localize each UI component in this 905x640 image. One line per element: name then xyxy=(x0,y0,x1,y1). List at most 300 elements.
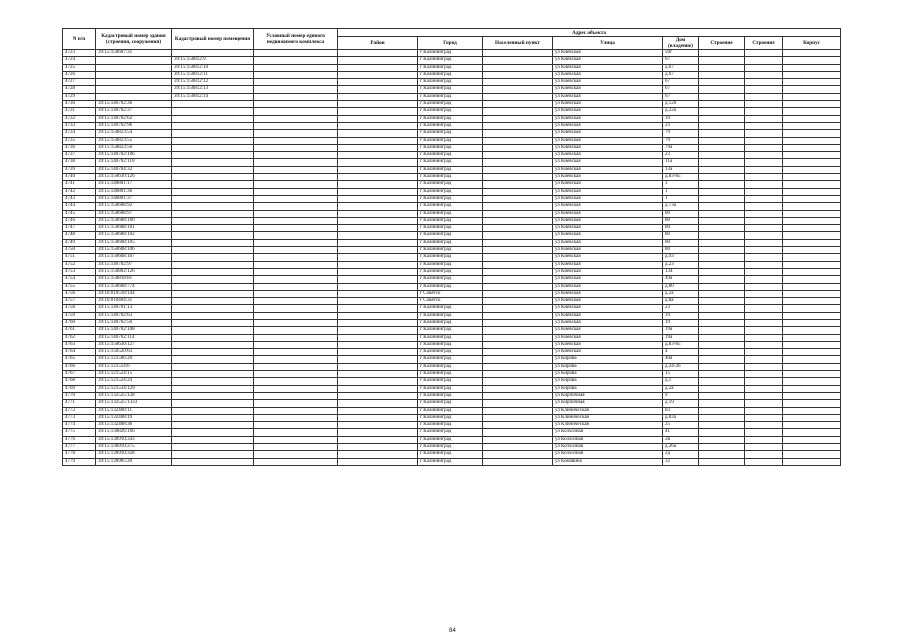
cell-cadastral-building: 39:15:132525:1333 xyxy=(96,400,172,407)
cell-street: ул Кирова xyxy=(553,378,663,385)
cell-cadastral-complex xyxy=(254,50,338,57)
cell-street: ул Киевская xyxy=(553,247,663,254)
cell-house: д.19 xyxy=(663,400,699,407)
cell-building xyxy=(745,276,783,283)
cell-settlement xyxy=(483,319,553,326)
cell-house: 1 xyxy=(663,195,699,202)
cell-city: г Калининград xyxy=(418,371,483,378)
cell-cadastral-premises xyxy=(172,268,254,275)
cell-cadastral-building: 39:15:140702:110 xyxy=(96,159,172,166)
cell-cadastral-building: 39:15:130910:343 xyxy=(96,436,172,443)
cell-street: ул Колхозная xyxy=(553,429,663,436)
table-row xyxy=(63,451,841,458)
cell-cadastral-complex xyxy=(254,130,338,137)
cell-row-number: 4747 xyxy=(63,225,96,232)
cell-section xyxy=(783,144,841,151)
cell-cadastral-complex xyxy=(254,363,338,370)
cell-building xyxy=(745,363,783,370)
cell-section xyxy=(783,312,841,319)
cell-settlement xyxy=(483,392,553,399)
cell-cadastral-building: 39:15:130910:275 xyxy=(96,444,172,451)
cell-building xyxy=(745,327,783,334)
cell-cadastral-complex xyxy=(254,71,338,78)
cell-cadastral-complex xyxy=(254,444,338,451)
cell-cadastral-complex xyxy=(254,122,338,129)
cell-cadastral-premises xyxy=(172,407,254,414)
table-row xyxy=(63,57,841,64)
cell-district xyxy=(338,400,418,407)
cell-cadastral-building: 39:15:150608:100 xyxy=(96,217,172,224)
cell-row-number: 4737 xyxy=(63,152,96,159)
cell-house: 19 xyxy=(663,115,699,122)
cell-district xyxy=(338,407,418,414)
cell-cadastral-building: 39:15:140701:13 xyxy=(96,305,172,312)
cell-settlement xyxy=(483,57,553,64)
cell-row-number: 4777 xyxy=(63,444,96,451)
table-row xyxy=(63,298,841,305)
cell-building xyxy=(745,108,783,115)
cell-cadastral-complex xyxy=(254,276,338,283)
cell-city: г Калининград xyxy=(418,50,483,57)
cell-settlement xyxy=(483,458,553,465)
cell-cadastral-premises xyxy=(172,210,254,217)
cell-cadastral-premises xyxy=(172,378,254,385)
cell-korpus xyxy=(699,188,745,195)
cell-cadastral-building: 39:15:140702:63 xyxy=(96,312,172,319)
cell-cadastral-premises xyxy=(172,341,254,348)
table-row xyxy=(63,188,841,195)
cell-house: 19 xyxy=(663,319,699,326)
cell-cadastral-building: 39:15:150823:55 xyxy=(96,137,172,144)
cell-section xyxy=(783,276,841,283)
header-city: Город xyxy=(418,37,483,50)
cell-building xyxy=(745,305,783,312)
cell-section xyxy=(783,130,841,137)
cell-city: г Калининград xyxy=(418,93,483,100)
cell-district xyxy=(338,203,418,210)
cell-section xyxy=(783,137,841,144)
cell-city: г Калининград xyxy=(418,341,483,348)
cell-cadastral-building: 39:16:010404:31 xyxy=(96,298,172,305)
cell-cadastral-complex xyxy=(254,341,338,348)
header-street: Улица xyxy=(553,37,663,50)
cell-row-number: 4750 xyxy=(63,247,96,254)
cell-cadastral-building: 39:15:140702:97 xyxy=(96,261,172,268)
cell-building xyxy=(745,290,783,297)
cell-street: ул Киевская xyxy=(553,298,663,305)
header-address-group: Адрес объекта xyxy=(338,29,841,37)
cell-row-number: 4769 xyxy=(63,385,96,392)
cell-building xyxy=(745,181,783,188)
cell-cadastral-building: 39:15:140702:36 xyxy=(96,101,172,108)
table-row xyxy=(63,239,841,246)
cell-section xyxy=(783,122,841,129)
cell-building xyxy=(745,64,783,71)
cell-cadastral-premises xyxy=(172,422,254,429)
cell-cadastral-premises xyxy=(172,144,254,151)
cell-building xyxy=(745,217,783,224)
cell-cadastral-complex xyxy=(254,451,338,458)
table-row xyxy=(63,327,841,334)
cell-district xyxy=(338,130,418,137)
table-row xyxy=(63,210,841,217)
table-row xyxy=(63,436,841,443)
cell-city: г Калининград xyxy=(418,232,483,239)
cell-street: ул Клиническая xyxy=(553,422,663,429)
cell-street: ул Киевская xyxy=(553,108,663,115)
cell-cadastral-complex xyxy=(254,261,338,268)
cell-korpus xyxy=(699,444,745,451)
cell-row-number: 4726 xyxy=(63,71,96,78)
cell-street: ул Киевская xyxy=(553,225,663,232)
cell-district xyxy=(338,283,418,290)
cell-district xyxy=(338,458,418,465)
cell-settlement xyxy=(483,436,553,443)
table-row xyxy=(63,407,841,414)
cell-street: ул Клиническая xyxy=(553,414,663,421)
cell-house: 80 xyxy=(663,217,699,224)
cell-cadastral-premises xyxy=(172,50,254,57)
cell-section xyxy=(783,64,841,71)
cell-cadastral-premises xyxy=(172,429,254,436)
cell-cadastral-building xyxy=(96,86,172,93)
cell-korpus xyxy=(699,305,745,312)
cell-city: г Калининград xyxy=(418,137,483,144)
cell-korpus xyxy=(699,283,745,290)
cell-city: г Калининград xyxy=(418,203,483,210)
cell-row-number: 4743 xyxy=(63,195,96,202)
cell-cadastral-complex xyxy=(254,174,338,181)
cell-district xyxy=(338,305,418,312)
cell-section xyxy=(783,319,841,326)
cell-cadastral-premises xyxy=(172,203,254,210)
cell-cadastral-complex xyxy=(254,334,338,341)
cell-house: 79а xyxy=(663,144,699,151)
cell-section xyxy=(783,436,841,443)
cell-street: ул Киевская xyxy=(553,305,663,312)
cell-settlement xyxy=(483,166,553,173)
cell-settlement xyxy=(483,50,553,57)
cell-building xyxy=(745,254,783,261)
cell-section xyxy=(783,254,841,261)
cell-district xyxy=(338,101,418,108)
cell-house: 2в xyxy=(663,436,699,443)
cell-cadastral-building: 39:15:150823:54 xyxy=(96,130,172,137)
cell-row-number: 4727 xyxy=(63,79,96,86)
table-row xyxy=(63,334,841,341)
cell-cadastral-premises xyxy=(172,371,254,378)
cell-row-number: 4725 xyxy=(63,64,96,71)
cell-district xyxy=(338,152,418,159)
table-row xyxy=(63,137,841,144)
cell-cadastral-building: 39:15:132408:19 xyxy=(96,414,172,421)
cell-house: 67 xyxy=(663,79,699,86)
cell-korpus xyxy=(699,210,745,217)
cell-korpus xyxy=(699,181,745,188)
cell-cadastral-complex xyxy=(254,247,338,254)
cell-cadastral-premises xyxy=(172,232,254,239)
cell-city: г Калининград xyxy=(418,174,483,181)
cell-cadastral-building: 39:15:150520:63 xyxy=(96,349,172,356)
cell-city: г Советск xyxy=(418,298,483,305)
cell-section xyxy=(783,195,841,202)
cell-korpus xyxy=(699,363,745,370)
cell-cadastral-premises xyxy=(172,444,254,451)
cell-section xyxy=(783,174,841,181)
cell-city: г Калининград xyxy=(418,239,483,246)
header-cad-complex: Условный номер единого недвижимого комплекса xyxy=(254,29,338,50)
cell-cadastral-complex xyxy=(254,290,338,297)
cell-house: 23 xyxy=(663,122,699,129)
cell-row-number: 4766 xyxy=(63,363,96,370)
cell-street: ул Киевская xyxy=(553,319,663,326)
cell-street: ул Колхозная xyxy=(553,436,663,443)
cell-house: 19а xyxy=(663,334,699,341)
cell-district xyxy=(338,79,418,86)
cell-street: ул Киевская xyxy=(553,137,663,144)
cell-settlement xyxy=(483,225,553,232)
cell-cadastral-premises xyxy=(172,327,254,334)
cell-building xyxy=(745,152,783,159)
cell-korpus xyxy=(699,174,745,181)
cell-city: г Калининград xyxy=(418,400,483,407)
cell-cadastral-complex xyxy=(254,312,338,319)
header-korpus: Строение xyxy=(699,37,745,50)
table-row xyxy=(63,122,841,129)
cell-house: 79 xyxy=(663,130,699,137)
table-row xyxy=(63,79,841,86)
cell-district xyxy=(338,144,418,151)
cell-house: д.83-85 xyxy=(663,174,699,181)
cell-korpus xyxy=(699,166,745,173)
cell-cadastral-premises xyxy=(172,400,254,407)
cell-house: 67 xyxy=(663,86,699,93)
cell-korpus xyxy=(699,458,745,465)
cell-house: д.23 xyxy=(663,261,699,268)
cell-row-number: 4774 xyxy=(63,422,96,429)
cell-district xyxy=(338,363,418,370)
cell-district xyxy=(338,64,418,71)
cell-cadastral-complex xyxy=(254,188,338,195)
cell-row-number: 4759 xyxy=(63,312,96,319)
table-row xyxy=(63,414,841,421)
cell-korpus xyxy=(699,108,745,115)
cell-korpus xyxy=(699,422,745,429)
cell-row-number: 4752 xyxy=(63,261,96,268)
cell-cadastral-complex xyxy=(254,166,338,173)
cell-row-number: 4755 xyxy=(63,283,96,290)
cell-district xyxy=(338,349,418,356)
cell-house: 80 xyxy=(663,247,699,254)
cell-cadastral-complex xyxy=(254,298,338,305)
cell-building xyxy=(745,334,783,341)
cell-district xyxy=(338,195,418,202)
cell-cadastral-building: 39:15:140702:56 xyxy=(96,319,172,326)
cell-street: ул Киевская xyxy=(553,50,663,57)
cell-korpus xyxy=(699,349,745,356)
cell-section xyxy=(783,217,841,224)
cell-building xyxy=(745,144,783,151)
cell-section xyxy=(783,385,841,392)
register-table xyxy=(62,28,841,466)
cell-korpus xyxy=(699,122,745,129)
cell-korpus xyxy=(699,371,745,378)
cell-building xyxy=(745,378,783,385)
cell-settlement xyxy=(483,210,553,217)
table-row xyxy=(63,429,841,436)
cell-street: ул Киевская xyxy=(553,144,663,151)
cell-section xyxy=(783,239,841,246)
cell-cadastral-premises xyxy=(172,261,254,268)
cell-cadastral-complex xyxy=(254,349,338,356)
cell-building xyxy=(745,444,783,451)
cell-district xyxy=(338,254,418,261)
cell-korpus xyxy=(699,414,745,421)
cell-city: г Калининград xyxy=(418,334,483,341)
cell-district xyxy=(338,122,418,129)
header-section: Корпус xyxy=(783,37,841,50)
cell-row-number: 4768 xyxy=(63,378,96,385)
cell-settlement xyxy=(483,152,553,159)
cell-row-number: 4739 xyxy=(63,166,96,173)
cell-cadastral-building: 39:15:140702:62 xyxy=(96,115,172,122)
cell-korpus xyxy=(699,268,745,275)
cell-cadastral-complex xyxy=(254,458,338,465)
cell-section xyxy=(783,210,841,217)
cell-settlement xyxy=(483,130,553,137)
cell-street: ул Киевская xyxy=(553,341,663,348)
cell-settlement xyxy=(483,195,553,202)
cell-korpus xyxy=(699,290,745,297)
cell-korpus xyxy=(699,101,745,108)
cell-section xyxy=(783,93,841,100)
page-number: 84 xyxy=(449,628,456,634)
cell-section xyxy=(783,392,841,399)
cell-section xyxy=(783,327,841,334)
cell-district xyxy=(338,327,418,334)
cell-row-number: 4751 xyxy=(63,254,96,261)
cell-settlement xyxy=(483,444,553,451)
cell-house: д.24-26 xyxy=(663,363,699,370)
cell-cadastral-complex xyxy=(254,436,338,443)
cell-cadastral-premises xyxy=(172,385,254,392)
cell-korpus xyxy=(699,203,745,210)
cell-street: ул Киевская xyxy=(553,79,663,86)
cell-korpus xyxy=(699,312,745,319)
table-row xyxy=(63,115,841,122)
cell-street: ул Киевская xyxy=(553,166,663,173)
cell-settlement xyxy=(483,188,553,195)
cell-cadastral-building: 39:15:150608:107 xyxy=(96,254,172,261)
cell-city: г Калининград xyxy=(418,79,483,86)
table-row xyxy=(63,130,841,137)
cell-cadastral-premises xyxy=(172,239,254,246)
cell-building xyxy=(745,312,783,319)
cell-settlement xyxy=(483,312,553,319)
cell-street: ул Киевская xyxy=(553,115,663,122)
cell-cadastral-premises xyxy=(172,247,254,254)
cell-district xyxy=(338,188,418,195)
table-row xyxy=(63,247,841,254)
cell-street: ул Киевская xyxy=(553,93,663,100)
cell-section xyxy=(783,159,841,166)
cell-street: ул Киевская xyxy=(553,195,663,202)
cell-cadastral-premises xyxy=(172,451,254,458)
cell-street: ул Киевская xyxy=(553,159,663,166)
cell-row-number: 4732 xyxy=(63,115,96,122)
cell-section xyxy=(783,458,841,465)
table-row xyxy=(63,385,841,392)
cell-cadastral-building: 39:15:121506:20 xyxy=(96,356,172,363)
cell-cadastral-premises xyxy=(172,130,254,137)
table-row xyxy=(63,152,841,159)
cell-cadastral-complex xyxy=(254,429,338,436)
cell-city: г Калининград xyxy=(418,378,483,385)
cell-building xyxy=(745,451,783,458)
cell-building xyxy=(745,436,783,443)
cell-section xyxy=(783,57,841,64)
table-row xyxy=(63,166,841,173)
cell-cadastral-premises xyxy=(172,115,254,122)
cell-district xyxy=(338,93,418,100)
cell-city: г Калининград xyxy=(418,319,483,326)
cell-cadastral-complex xyxy=(254,254,338,261)
cell-section xyxy=(783,247,841,254)
cell-cadastral-complex xyxy=(254,93,338,100)
cell-street: ул Киевская xyxy=(553,268,663,275)
cell-settlement xyxy=(483,363,553,370)
cell-korpus xyxy=(699,261,745,268)
cell-settlement xyxy=(483,137,553,144)
cell-section xyxy=(783,79,841,86)
cell-house: д.73а xyxy=(663,203,699,210)
cell-street: ул Киевская xyxy=(553,349,663,356)
cell-building xyxy=(745,371,783,378)
cell-settlement xyxy=(483,108,553,115)
cell-cadastral-premises xyxy=(172,254,254,261)
cell-row-number: 4738 xyxy=(63,159,96,166)
cell-korpus xyxy=(699,232,745,239)
cell-cadastral-premises xyxy=(172,181,254,188)
cell-settlement xyxy=(483,122,553,129)
cell-section xyxy=(783,188,841,195)
cell-cadastral-building: 39:16:010518:144 xyxy=(96,290,172,297)
cell-city: г Калининград xyxy=(418,144,483,151)
cell-building xyxy=(745,458,783,465)
cell-building xyxy=(745,115,783,122)
cell-settlement xyxy=(483,327,553,334)
cell-house: д.67 xyxy=(663,71,699,78)
cell-cadastral-complex xyxy=(254,268,338,275)
cell-building xyxy=(745,101,783,108)
cell-city: г Калининград xyxy=(418,115,483,122)
cell-korpus xyxy=(699,341,745,348)
cell-house: д.83а xyxy=(663,414,699,421)
cell-row-number: 4778 xyxy=(63,451,96,458)
cell-row-number: 4757 xyxy=(63,298,96,305)
cell-street: ул Киевская xyxy=(553,312,663,319)
cell-house: д.1 xyxy=(663,378,699,385)
cell-cadastral-premises xyxy=(172,414,254,421)
cell-row-number: 4723 xyxy=(63,50,96,57)
cell-house: 19а xyxy=(663,327,699,334)
cell-cadastral-premises xyxy=(172,195,254,202)
cell-city: г Калининград xyxy=(418,64,483,71)
cell-house: 67 xyxy=(663,93,699,100)
cell-building xyxy=(745,174,783,181)
cell-building xyxy=(745,86,783,93)
cell-city: г Калининград xyxy=(418,108,483,115)
